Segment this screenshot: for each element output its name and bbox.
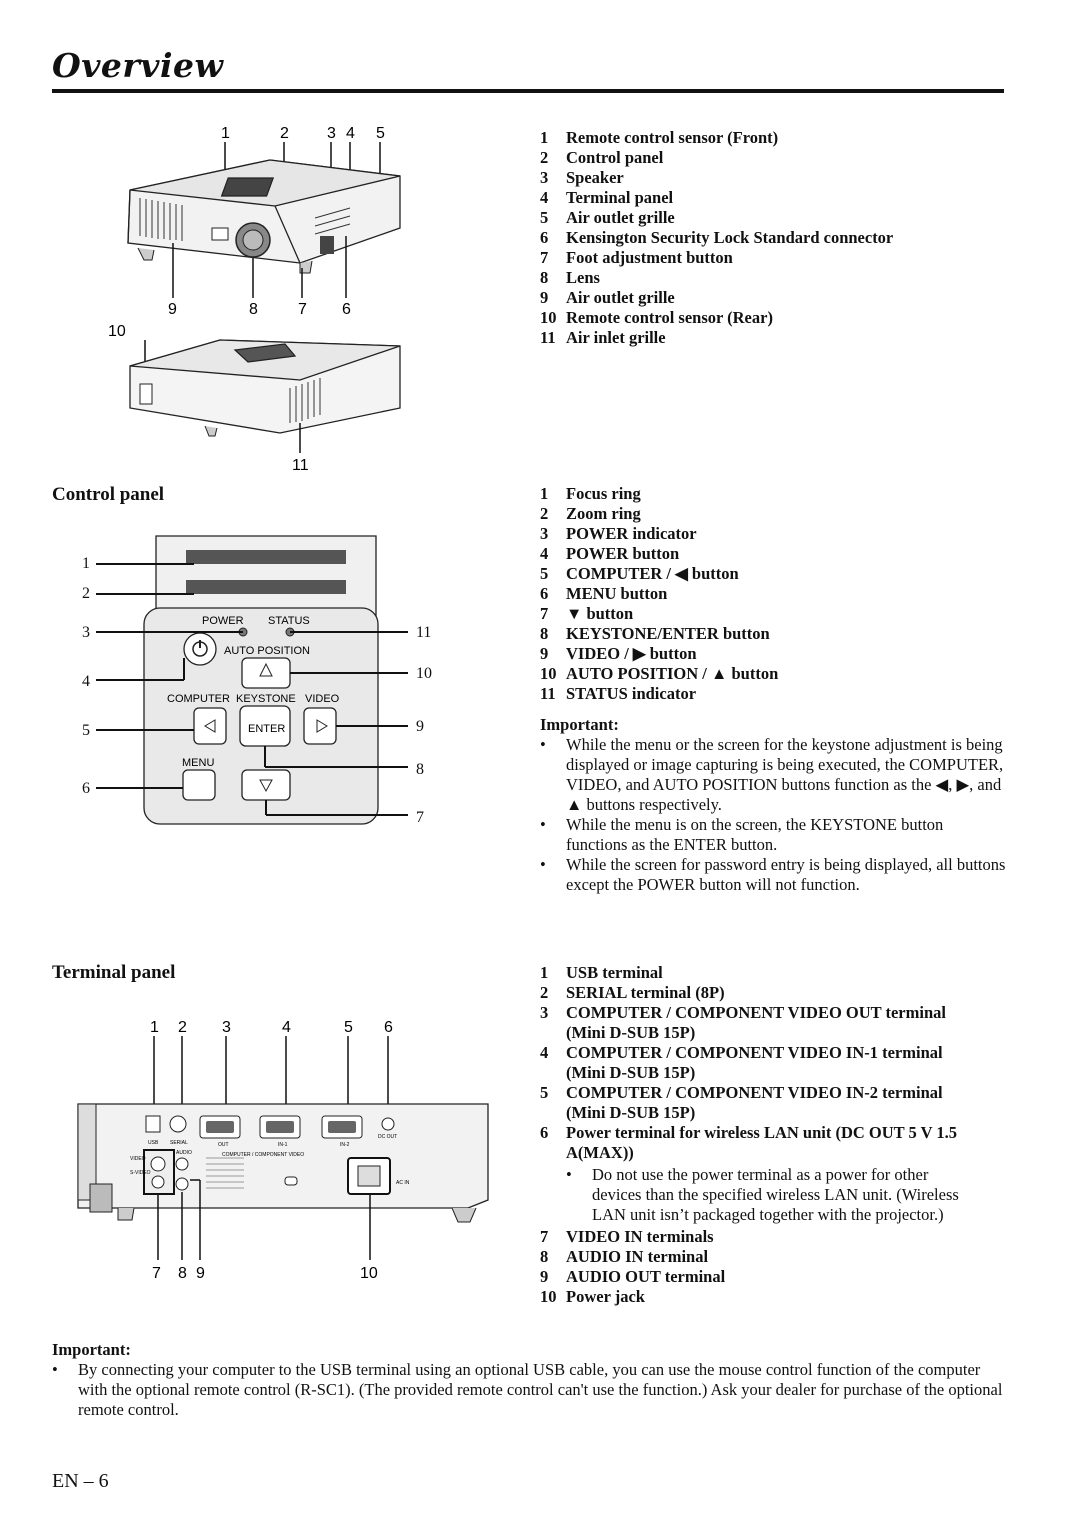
cp-callout-5: 5	[82, 722, 90, 739]
svg-text:SERIAL: SERIAL	[170, 1140, 188, 1146]
svg-text:AC IN: AC IN	[396, 1180, 410, 1186]
bottom-important	[52, 1340, 1012, 1420]
tp-callout-8: 8	[178, 1265, 187, 1282]
svg-text:S-VIDEO: S-VIDEO	[130, 1170, 151, 1176]
cp-callout-3: 3	[82, 624, 90, 641]
callout-3: 3	[327, 125, 336, 142]
list-item: 10 Remote control sensor (Rear)	[540, 308, 773, 327]
list-item: 8 KEYSTONE/ENTER button	[540, 624, 770, 643]
svg-text:IN-1: IN-1	[278, 1142, 288, 1148]
control-panel-illustration	[76, 530, 446, 830]
keystone-label: KEYSTONE	[236, 693, 296, 705]
list-item: 1 USB terminal	[540, 963, 663, 982]
enter-label: ENTER	[248, 723, 286, 735]
terminal-panel-heading: Terminal panel	[52, 962, 176, 983]
important-bullet: • While the menu is on the screen, the KEYSTONE button functions as the ENTER button.	[540, 815, 944, 854]
cp-callout-6: 6	[82, 780, 90, 797]
cp-callout-7: 7	[416, 809, 424, 826]
svg-text:OUT: OUT	[218, 1142, 229, 1148]
power-button	[184, 633, 216, 665]
title-rule	[52, 89, 1004, 93]
tp-callout-7: 7	[152, 1265, 161, 1282]
tp-callout-1: 1	[150, 1019, 159, 1036]
list-item: 9 VIDEO / ▶ button	[540, 644, 697, 663]
list-item: 5 COMPUTER / COMPONENT VIDEO IN-2 terminal (Mini D-SUB 15P)	[540, 1083, 943, 1122]
list-item: 2 Control panel	[540, 148, 664, 167]
overview-parts-list	[540, 128, 960, 348]
page-number: EN – 6	[52, 1470, 109, 1492]
svg-text:COMPUTER / COMPONENT VIDEO: COMPUTER / COMPONENT VIDEO	[222, 1152, 305, 1158]
tp-callout-5: 5	[344, 1019, 353, 1036]
list-item: 9 AUDIO OUT terminal	[540, 1267, 726, 1286]
auto-position-label: AUTO POSITION	[224, 645, 310, 657]
cp-callout-4: 4	[82, 673, 90, 690]
svg-text:AUDIO: AUDIO	[176, 1150, 192, 1156]
callout-4: 4	[346, 125, 355, 142]
callout-1: 1	[221, 125, 230, 142]
svg-text:VIDEO: VIDEO	[130, 1156, 146, 1162]
terminal-panel-illustration	[72, 1012, 502, 1292]
menu-button	[183, 770, 215, 800]
list-item: 1 Remote control sensor (Front)	[540, 128, 779, 147]
list-item: 6 Kensington Security Lock Standard connector	[540, 228, 894, 247]
power-label: POWER	[202, 615, 244, 627]
projector-overview-illustration	[100, 118, 430, 478]
control-panel-heading: Control panel	[52, 484, 165, 505]
list-item: 11 Air inlet grille	[540, 328, 666, 347]
list-item: 6 Power terminal for wireless LAN unit (DC OUT 5 V 1.5 A(MAX))	[540, 1123, 957, 1162]
up-button	[242, 658, 290, 688]
cp-callout-10: 10	[416, 665, 432, 682]
list-item: 3 POWER indicator	[540, 524, 697, 543]
status-label: STATUS	[268, 615, 310, 627]
list-item: 6 MENU button	[540, 584, 668, 603]
tp-callout-2: 2	[178, 1019, 187, 1036]
important-bullet: • By connecting your computer to the USB terminal using an optional USB cable, you can use the mouse control function of the computer with the optional remote control (R-SC1). (The provided remote control can't use the function.) Ask your dealer for purchase of the optional remote control.	[52, 1360, 1003, 1419]
callout-8: 8	[249, 301, 258, 318]
list-item: 5 COMPUTER / ◀ button	[540, 564, 739, 583]
cp-callout-9: 9	[416, 718, 424, 735]
list-item: 3 Speaker	[540, 168, 624, 187]
list-item: 11 STATUS indicator	[540, 684, 697, 703]
important-bullet: • While the screen for password entry is being displayed, all buttons except the POWER button will not function.	[540, 855, 1006, 894]
tp-callout-3: 3	[222, 1019, 231, 1036]
tp-callout-4: 4	[282, 1019, 291, 1036]
cp-callout-8: 8	[416, 761, 424, 778]
cp-callout-11: 11	[416, 624, 432, 641]
list-item: 1 Focus ring	[540, 484, 641, 503]
callout-7: 7	[298, 301, 307, 318]
terminal-panel-list	[540, 963, 980, 1307]
list-item: 7 Foot adjustment button	[540, 248, 733, 267]
cp-callout-2: 2	[82, 585, 90, 602]
down-button	[242, 770, 290, 800]
menu-label: MENU	[182, 757, 215, 769]
list-item: 9 Air outlet grille	[540, 288, 675, 307]
tp-callout-10: 10	[360, 1265, 378, 1282]
left-button	[194, 708, 226, 744]
important-label: Important:	[52, 1340, 131, 1359]
callout-11: 11	[292, 457, 309, 474]
important-bullet: • While the menu or the screen for the keystone adjustment is being displayed or image capturing is being executed, the COMPUTER, VIDEO, and AUTO POSITION buttons function as the ◀, ▶, and ▲ buttons respectively.	[540, 735, 1004, 814]
list-item: 10 Power jack	[540, 1287, 645, 1306]
list-item: 2 SERIAL terminal (8P)	[540, 983, 725, 1002]
wireless-lan-note: • Do not use the power terminal as a power for other devices than the specified wireless LAN unit. (Wireless LAN unit isn’t packaged together with the projector.)	[566, 1165, 959, 1224]
tp-callout-6: 6	[384, 1019, 393, 1036]
video-label: VIDEO	[305, 693, 340, 705]
callout-6: 6	[342, 301, 351, 318]
list-item: 2 Zoom ring	[540, 504, 641, 523]
right-button	[304, 708, 336, 744]
computer-label: COMPUTER	[167, 693, 230, 705]
list-item: 7 ▼ button	[540, 604, 634, 623]
cp-callout-1: 1	[82, 555, 90, 572]
important-label: Important:	[540, 715, 619, 734]
list-item: 7 VIDEO IN terminals	[540, 1227, 714, 1246]
control-panel-important	[540, 715, 1006, 895]
callout-10: 10	[108, 323, 126, 340]
page-title: Overview	[52, 46, 224, 85]
list-item: 10 AUTO POSITION / ▲ button	[540, 664, 779, 683]
svg-text:DC OUT: DC OUT	[378, 1134, 398, 1140]
list-item: 8 Lens	[540, 268, 600, 287]
list-item: 4 COMPUTER / COMPONENT VIDEO IN-1 terminal (Mini D-SUB 15P)	[540, 1043, 943, 1082]
list-item: 3 COMPUTER / COMPONENT VIDEO OUT terminal (Mini D-SUB 15P)	[540, 1003, 946, 1042]
list-item: 5 Air outlet grille	[540, 208, 675, 227]
list-item: 4 POWER button	[540, 544, 680, 563]
svg-text:IN-2: IN-2	[340, 1142, 350, 1148]
list-item: 8 AUDIO IN terminal	[540, 1247, 709, 1266]
control-panel-list	[540, 484, 980, 704]
callout-9: 9	[168, 301, 177, 318]
list-item: 4 Terminal panel	[540, 188, 674, 207]
callout-5: 5	[376, 125, 385, 142]
tp-callout-9: 9	[196, 1265, 205, 1282]
callout-2: 2	[280, 125, 289, 142]
svg-text:USB: USB	[148, 1140, 159, 1146]
